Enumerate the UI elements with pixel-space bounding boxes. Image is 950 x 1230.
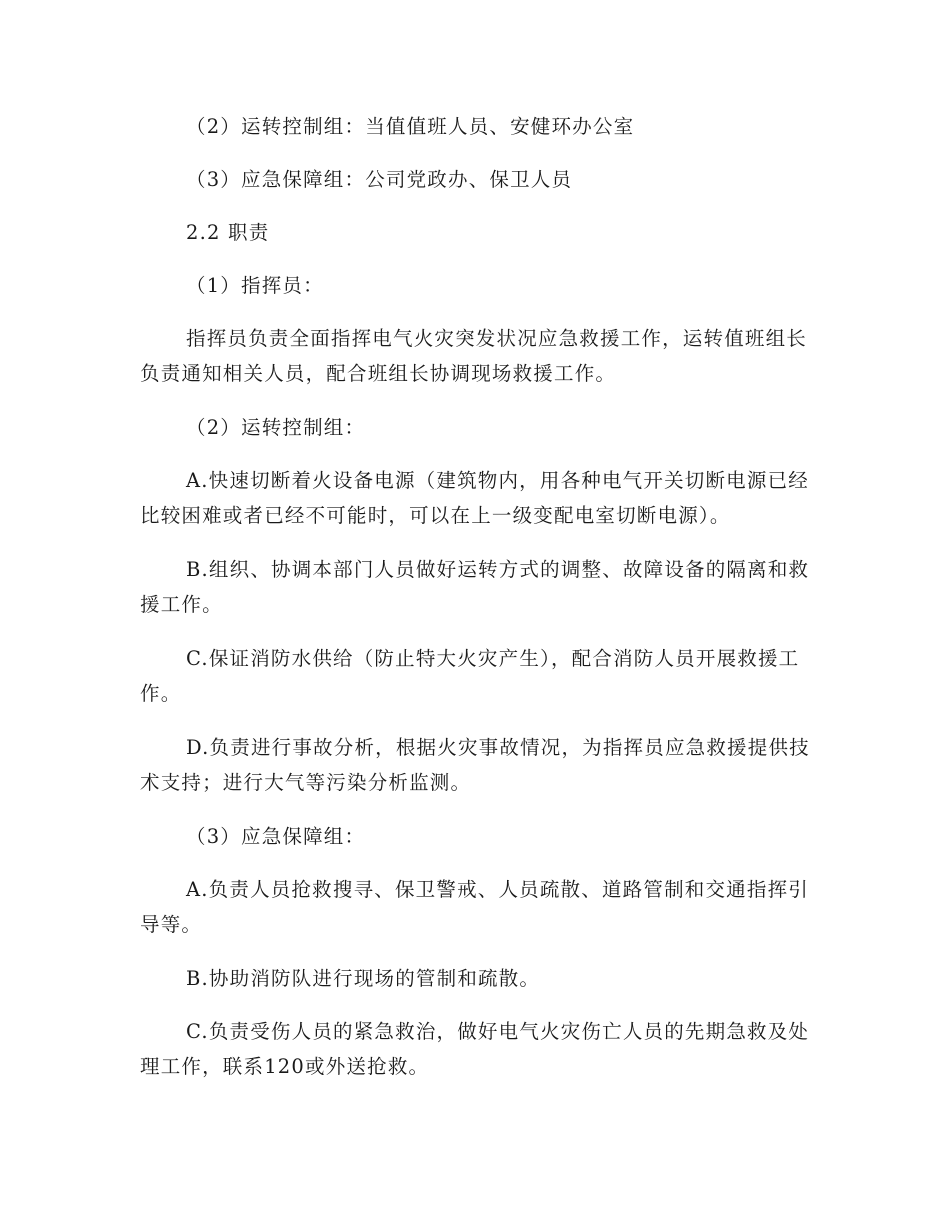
subheading-commander: （1）指挥员： (186, 274, 324, 297)
paragraph-item-b-assist-fire-brigade: B.协助消防队进行现场的管制和疏散。 (186, 967, 541, 990)
paragraph-emergency-support-group-members: （3）应急保障组：公司党政办、保卫人员 (186, 168, 573, 191)
section-heading-responsibilities: 2.2 职责 (186, 221, 270, 244)
paragraph-item-a-rescue-evacuation: A.负责人员抢救搜寻、保卫警戒、人员疏散、道路管制和交通指挥引导等。 (140, 878, 809, 936)
paragraph-item-c-first-aid: C.负责受伤人员的紧急救治，做好电气火灾伤亡人员的先期急救及处理工作，联系120或外送抢救。 (140, 1020, 810, 1078)
paragraph-item-a-cut-power: A.快速切断着火设备电源（建筑物内，用各种电气开关切断电源已经比较困难或者已经不可能时，可以在上一级变配电室切断电源）。 (140, 469, 809, 527)
paragraph-item-b-coordinate: B.组织、协调本部门人员做好运转方式的调整、故障设备的隔离和救援工作。 (140, 558, 810, 616)
subheading-emergency-support-group: （3）应急保障组： (186, 825, 366, 848)
paragraph-item-d-analysis: D.负责进行事故分析，根据火灾事故情况，为指挥员应急救援提供技术支持；进行大气等污染分析监测。 (140, 736, 810, 794)
paragraph-operation-control-group-members: （2）运转控制组：当值值班人员、安健环办公室 (186, 115, 635, 138)
paragraph-item-c-water-supply: C.保证消防水供给（防止特大火灾产生），配合消防人员开展救援工作。 (140, 647, 800, 705)
subheading-operation-control-group: （2）运转控制组： (186, 416, 366, 439)
paragraph-commander-duties: 指挥员负责全面指挥电气火灾突发状况应急救援工作，运转值班组长负责通知相关人员，配合班组长协调现场救援工作。 (140, 327, 808, 385)
